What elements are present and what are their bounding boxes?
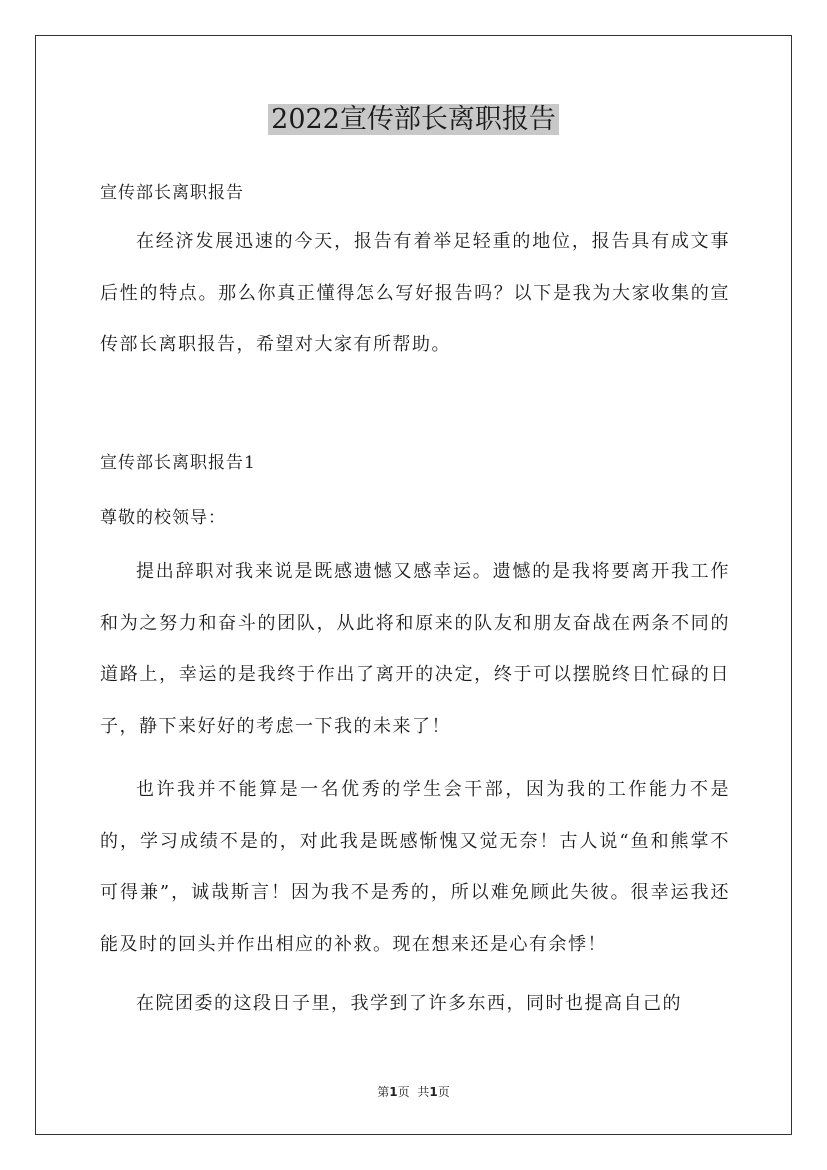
footer-page-prefix: 第 bbox=[377, 1085, 390, 1099]
document-subtitle: 宣传部长离职报告 bbox=[100, 183, 244, 203]
footer-page-suffix: 页 bbox=[397, 1085, 410, 1099]
document-title bbox=[0, 100, 827, 140]
title-text: 2022宣传部长离职报告 bbox=[268, 104, 559, 135]
body-paragraph-1: 提出辞职对我来说是既感遗憾又感幸运。遗憾的是我将要离开我工作和为之努力和奋斗的团队，从此将和原来的队友和朋友奋战在两条不同的道路上，幸运的是我终于作出了离开的决定，终于可以摆脱终日忙碌的日子，静下来好好的考虑一下我的未来了！ bbox=[100, 561, 730, 737]
footer-page-total: 1 bbox=[429, 1085, 438, 1099]
footer-total-prefix: 共 bbox=[417, 1085, 430, 1099]
salutation: 尊敬的校领导： bbox=[100, 508, 226, 528]
body-paragraph-2: 也许我并不能算是一名优秀的学生会干部，因为我的工作能力不是的，学习成绩不是的，对此我是既感惭愧又觉无奈！古人说“鱼和熊掌不可得兼”，诚哉斯言！因为我不是秀的，所以难免顾此失彼。很幸运我还能及时的回头并作出相应的补救。现在想来还是心有余悸！ bbox=[100, 779, 730, 955]
body-paragraph-3: 在院团委的这段日子里，我学到了许多东西，同时也提高自己的 bbox=[136, 993, 682, 1014]
intro-paragraph: 在经济发展迅速的今天，报告有着举足轻重的地位，报告具有成文事后性的特点。那么你真正懂得怎么写好报告吗？以下是我为大家收集的宣传部长离职报告，希望对大家有所帮助。 bbox=[100, 231, 730, 355]
footer-total-suffix: 页 bbox=[437, 1085, 450, 1099]
section-heading: 宣传部长离职报告1 bbox=[100, 453, 256, 473]
page-footer bbox=[0, 1083, 827, 1100]
footer-page-current: 1 bbox=[389, 1085, 398, 1099]
